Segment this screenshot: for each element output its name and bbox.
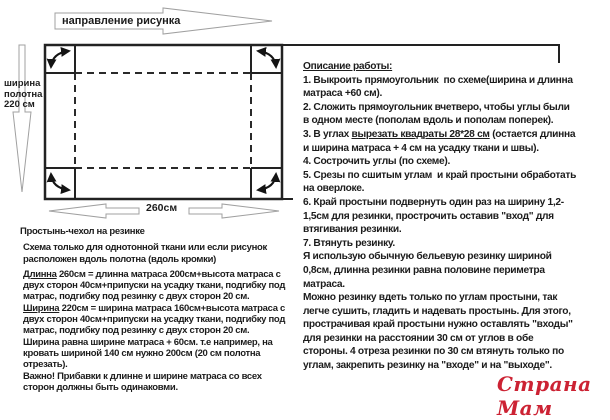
fabric-width-label [4,79,50,111]
text-line: полотна [4,88,43,100]
text-line: 5. Срезы по сшитым углам и край простыни обработать [303,169,577,181]
corner-arrow-icon [51,174,69,190]
sheet-outline [45,45,282,199]
text-line: матрас, подгибку под резинку с двух сторон 20 см. [23,291,250,303]
text-line: матрас, подгибку под резинку с двух сторон 20 см. [23,325,250,337]
scheme-note [23,242,308,265]
direction-label: направление рисунка [62,15,181,27]
text-line: для резинки на расстоянии 30 см от углов в обе [303,332,534,344]
corner-arrow-icon [258,51,276,67]
work-description [303,60,605,373]
left-column [20,226,308,393]
text-line: в одном месте (пополам вдоль и пополам поперек). [303,115,554,127]
text-line: 7. Втянуть резинку. [303,237,395,249]
sheet-title: Простынь-чехол на резинке [20,226,145,237]
length-arrow-left-icon [49,204,139,218]
text-line: 1,5см для резинки, прострочить оставив "вход" для [303,210,554,222]
fabric-length-label: 260см [146,202,178,214]
text-line: Я использую обычную бельевую резинку шириной [303,251,552,263]
text-line: матраса +60 см). [303,88,382,100]
text-line: сторон должны быть одинаковми. [23,381,178,393]
text-line: Можно резинку вдеть только по углам простыни, так [303,292,558,304]
text-line: и ширина матраса + 4 см на усадку ткани и швы). [303,142,539,154]
text-line: двух сторон 40см+припуски на усадку ткани, подгибку под [23,280,286,292]
corner-arrow-icon [51,51,69,67]
corner-arrow-icon [258,174,276,190]
text-line: Важно! Прибавки к длинне и ширине матраса со всех [23,370,262,382]
fold-lines [75,73,251,168]
dimensions-text [23,269,308,393]
text-line: 0,8см, длинна резинки равна половине периметра [303,264,545,276]
text-line: Ширина 220см = ширина матраса 160см+высота матраса с [23,302,286,314]
text-line: ширина [4,78,41,89]
text-line: легче сушить, гладить и надевать простынь. Для этого, [303,305,571,317]
text-line: 4. Сострочить углы (по схеме). [303,156,451,168]
text-line: на оверлоке. [303,183,365,195]
text-line: углам, закрепить резинку на "входе" и на "выходе". [303,360,552,372]
text-line: 2. Сложить прямоугольник вчетверо, чтобы углы были [303,101,570,113]
corner-square-lines [45,45,282,199]
text-line: Схема только для однотонной ткани или если рисунок [23,242,268,254]
text-line: Ширина равна ширине матраса + 60см. т.е например, на [23,336,273,348]
text-line: двух сторон 40см+припуски на усадку ткани, подгибку под [23,314,286,326]
text-line: 6. Край простыни подвернуть один раз на ширину 1,2- [303,196,564,208]
text-line: прострачивая край простыни нужно оставлять "входы" [303,319,573,331]
text-line: 1. Выкроить прямоугольник по схеме(ширина и длинна [303,74,573,86]
text-line: стороны. 4 отреза резинки по 30 см втянуть только по [303,346,564,358]
text-line: 220 см [4,99,35,110]
text-line: кровать шириной 140 см нужно 200см (20 см полотна [23,347,261,359]
text-line: Описание работы: [303,61,393,72]
length-arrow-right-icon [189,204,279,218]
text-line: втягивания резинки. [303,224,402,236]
width-arrow-icon [13,45,31,192]
text-line: расположен вдоль полотна (вдоль кромки) [23,253,217,265]
site-watermark: Страна Мам [497,372,592,420]
text-line: отрезать). [23,359,68,371]
text-line: матраса. [303,278,345,290]
text-line: Длинна 260см = длинна матраса 200см+высота матраса с [23,268,281,280]
text-line: 3. В углах вырезать квадраты 28*28 см (остается длинна [303,128,576,140]
